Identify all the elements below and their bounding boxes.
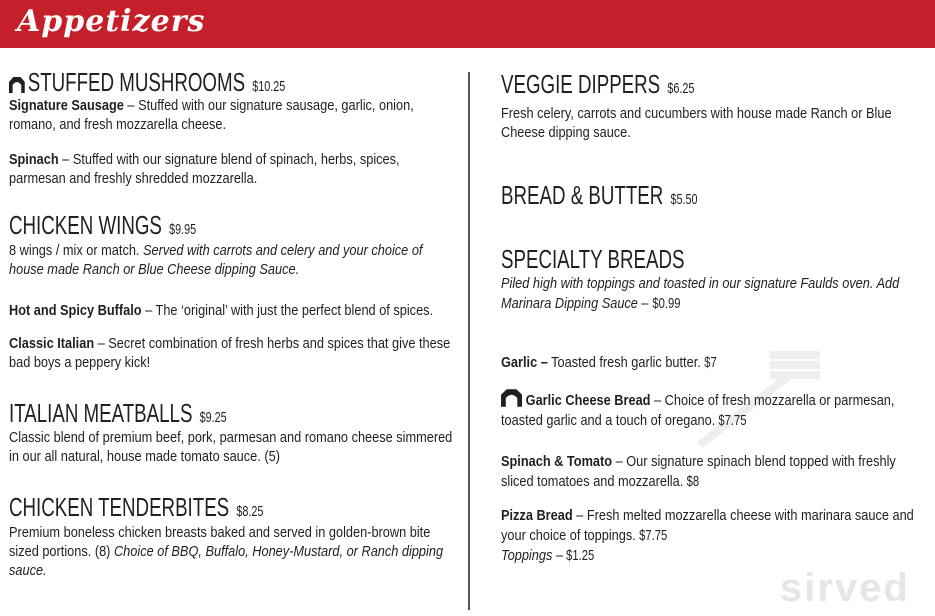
column-divider [468,72,470,610]
item-price: $0.99 [652,295,681,312]
menu-item [9,97,459,135]
stuffed-mushrooms-heading [9,68,333,96]
menu-item [9,302,459,321]
intro-text: Piled high with toppings and toasted in our signature Faulds oven. Add Marinara Dipping Sauce – [501,276,900,312]
italian-meatballs-heading [9,399,333,427]
toppings-dash: – [552,548,567,564]
item-name: Hot and Spicy Buffalo [9,303,142,319]
left-column [9,68,459,581]
menu-item [501,453,926,492]
item-name: BREAD & BUTTER [501,180,664,210]
item-name: Classic Italian [9,336,95,352]
item-price: $9.25 [199,409,227,426]
item-description: – Stuffed with our signature sausage, garlic, onion, romano, and fresh mozzarella cheese. [9,98,414,133]
item-description: – Secret combination of fresh herbs and spices that give these bad boys a peppery kick! [9,336,451,371]
item-price: $5.50 [670,191,698,208]
item-price: $10.25 [252,78,286,95]
description-italic: Choice of BBQ, Buffalo, Honey-Mustard, or Ranch dipping sauce. [9,544,444,579]
house-specialty-icon [501,389,522,407]
item-price: $7 [704,354,717,371]
section-title: Appetizers [17,4,206,39]
item-name: Spinach [9,152,59,168]
bread-butter-heading [501,181,807,209]
item-name: Signature Sausage [9,98,124,114]
toppings-price: $1.25 [566,547,595,564]
item-name: ITALIAN MEATBALLS [9,398,193,428]
specialty-breads-heading [501,245,807,273]
item-price: $8 [686,473,700,490]
specialty-intro [501,275,926,314]
toppings-label: Toppings [501,548,553,564]
item-description [9,524,459,581]
menu-item [9,151,459,189]
item-price: $8.25 [236,503,264,520]
chicken-tenderbites-heading [9,493,333,521]
veggie-dippers-heading [501,70,807,98]
menu-item [501,353,926,373]
right-column [501,70,926,566]
description-text: Premium boneless chicken breasts baked and served in golden-brown bite sized portions. (8) [9,525,431,560]
item-description: – The ‘original’ with just the perfect blend of spices. [141,303,434,319]
item-description: – Stuffed with our signature blend of spinach, herbs, spices, parmesan and freshly shredded mozzarella. [9,152,400,187]
item-description [9,242,459,280]
item-name: VEGGIE DIPPERS [501,69,661,99]
intro-text: 8 wings / mix or match. [9,243,144,259]
item-description: Classic blend of premium beef, pork, parmesan and romano cheese simmered in our all natural, house made tomato sauce. (5) [9,430,453,465]
house-specialty-icon [9,77,25,93]
item-price: $6.25 [667,80,695,97]
item-description: – Fresh melted mozzarella cheese with marinara sauce and your choice of toppings. [501,508,914,544]
item-name: CHICKEN TENDERBITES [9,492,230,522]
chicken-wings-heading [9,211,333,239]
item-description: – Choice of fresh mozzarella or parmesan, toasted garlic and a touch of oregano. [501,393,895,429]
menu-item [501,507,926,566]
item-name: STUFFED MUSHROOMS [27,67,246,97]
item-description: Fresh celery, carrots and cucumbers with house made Ranch or Blue Cheese dipping sauce. [501,106,892,141]
item-description: Toasted fresh garlic butter. [547,355,705,371]
item-price: $7.75 [639,527,668,544]
item-name: Pizza Bread [501,508,573,524]
item-description: – Our signature spinach blend topped with freshly sliced tomatoes and mozzarella. [501,454,896,490]
item-price: $7.75 [718,412,747,429]
menu-item [501,389,926,431]
item-name: SPECIALTY BREADS [501,244,685,274]
section-header [0,0,935,48]
item-name: Garlic Cheese Bread [525,393,651,409]
item-price: $9.95 [169,221,197,238]
item-name: Garlic – [501,355,548,371]
menu-item [9,335,459,373]
intro-italic: Served with carrots and celery and your choice of house made Ranch or Blue Cheese dipping Sauce. [9,243,423,278]
item-name: Spinach & Tomato [501,454,613,470]
watermark: sirved [780,566,910,610]
item-name: CHICKEN WINGS [9,210,162,240]
